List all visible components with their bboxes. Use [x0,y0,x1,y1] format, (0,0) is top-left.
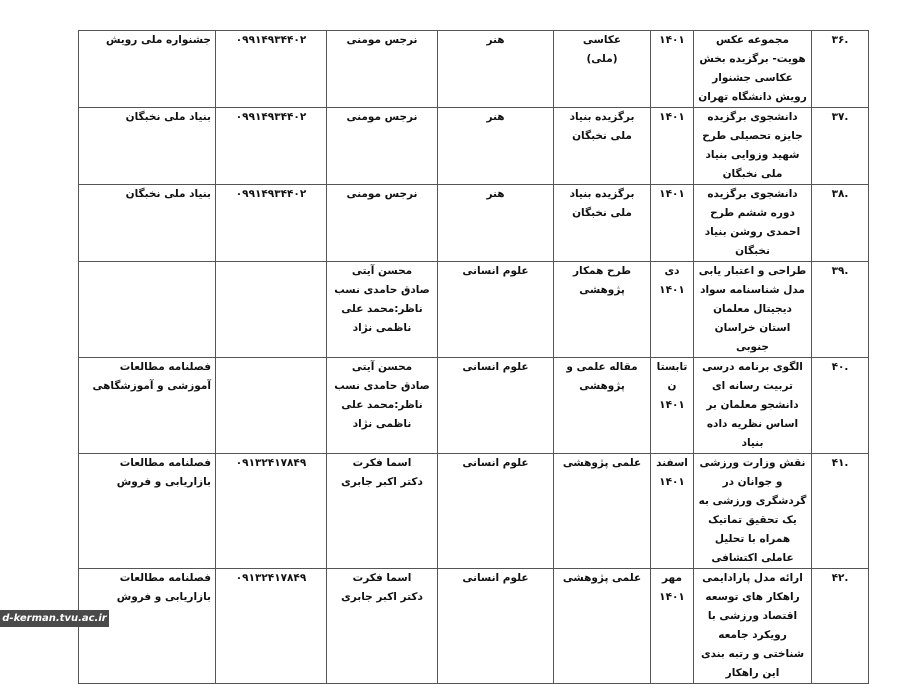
phone-cell: ۰۹۱۳۲۴۱۷۸۴۹ [216,454,327,569]
year-cell: ۱۴۰۱ [651,108,694,185]
table-row [79,358,869,454]
table-row [79,108,869,185]
type-cell: عکاسی (ملی) [554,31,651,108]
row-number: .۳۷ [812,108,869,185]
publisher-cell [79,262,216,358]
field-cell: هنر [438,108,554,185]
type-cell: مقاله علمی و پژوهشی [554,358,651,454]
row-number: .۴۰ [812,358,869,454]
phone-cell [216,262,327,358]
people-cell: محسن آیتی صادق حامدی نسب ناظر:محمد علی ناظمی نژاد [327,358,438,454]
publisher-cell: فصلنامه مطالعات بازاریابی و فروش [79,454,216,569]
title-cell: الگوی برنامه درسی تربیت رسانه ای دانشجو معلمان بر اساس نظریه داده بنیاد [694,358,812,454]
row-number: .۳۶ [812,31,869,108]
people-cell: اسما فکرت دکتر اکبر جابری [327,454,438,569]
people-cell: نرجس مومنی [327,108,438,185]
row-number: .۳۹ [812,262,869,358]
table-row [79,569,869,684]
year-cell: مهر ۱۴۰۱ [651,569,694,684]
people-cell: نرجس مومنی [327,185,438,262]
title-cell: دانشجوی برگزیده دوره ششم طرح احمدی روشن بنیاد نخبگان [694,185,812,262]
phone-cell: ۰۹۹۱۴۹۳۴۴۰۲ [216,31,327,108]
publisher-cell: بنیاد ملی نخبگان [79,185,216,262]
row-number: .۳۸ [812,185,869,262]
table-row [79,262,869,358]
publisher-cell: جشنواره ملی رویش [79,31,216,108]
year-cell: اسفند ۱۴۰۱ [651,454,694,569]
publisher-cell: فصلنامه مطالعات بازاریابی و فروش [79,569,216,684]
phone-cell: ۰۹۹۱۴۹۳۴۴۰۲ [216,185,327,262]
year-cell: ۱۴۰۱ [651,185,694,262]
phone-cell [216,358,327,454]
publisher-cell: فصلنامه مطالعات آموزشی و آموزشگاهی [79,358,216,454]
field-cell: هنر [438,185,554,262]
field-cell: علوم انسانی [438,358,554,454]
year-cell: تابستان ۱۴۰۱ [651,358,694,454]
row-number: .۴۱ [812,454,869,569]
title-cell: ارائه مدل پارادایمی راهکار های توسعه اقتصاد ورزشی با رویکرد جامعه شناختی و رتبه بندی این راهکار [694,569,812,684]
year-cell: ۱۴۰۱ [651,31,694,108]
table-row [79,454,869,569]
people-cell: نرجس مومنی [327,31,438,108]
title-cell: دانشجوی برگزیده جایزه تحصیلی طرح شهید وزوایی بنیاد ملی نخبگان [694,108,812,185]
table-row [79,31,869,108]
row-number: .۴۲ [812,569,869,684]
type-cell: علمی پژوهشی [554,454,651,569]
records-table [78,30,869,684]
type-cell: برگزیده بنیاد ملی نخبگان [554,185,651,262]
type-cell: برگزیده بنیاد ملی نخبگان [554,108,651,185]
field-cell: علوم انسانی [438,454,554,569]
table-row [79,185,869,262]
site-watermark: d-kerman.tvu.ac.ir [0,610,109,627]
title-cell: طراحی و اعتبار یابی مدل شناسنامه سواد دیجیتال معلمان استان خراسان جنوبی [694,262,812,358]
type-cell: علمی پژوهشی [554,569,651,684]
phone-cell: ۰۹۹۱۴۹۳۴۴۰۲ [216,108,327,185]
people-cell: اسما فکرت دکتر اکبر جابری [327,569,438,684]
field-cell: علوم انسانی [438,569,554,684]
publisher-cell: بنیاد ملی نخبگان [79,108,216,185]
type-cell: طرح همکار پژوهشی [554,262,651,358]
field-cell: علوم انسانی [438,262,554,358]
year-cell: دی ۱۴۰۱ [651,262,694,358]
title-cell: نقش وزارت ورزشی و جوانان در گردشگری ورزشی به یک تحقیق تماتیک همراه با تحلیل عاملی اکتشافی [694,454,812,569]
field-cell: هنر [438,31,554,108]
phone-cell: ۰۹۱۳۲۴۱۷۸۴۹ [216,569,327,684]
title-cell: مجموعه عکس هویت- برگزیده بخش عکاسی جشنوار رویش دانشگاه تهران [694,31,812,108]
people-cell: محسن آیتی صادق حامدی نسب ناظر:محمد علی ناظمی نژاد [327,262,438,358]
